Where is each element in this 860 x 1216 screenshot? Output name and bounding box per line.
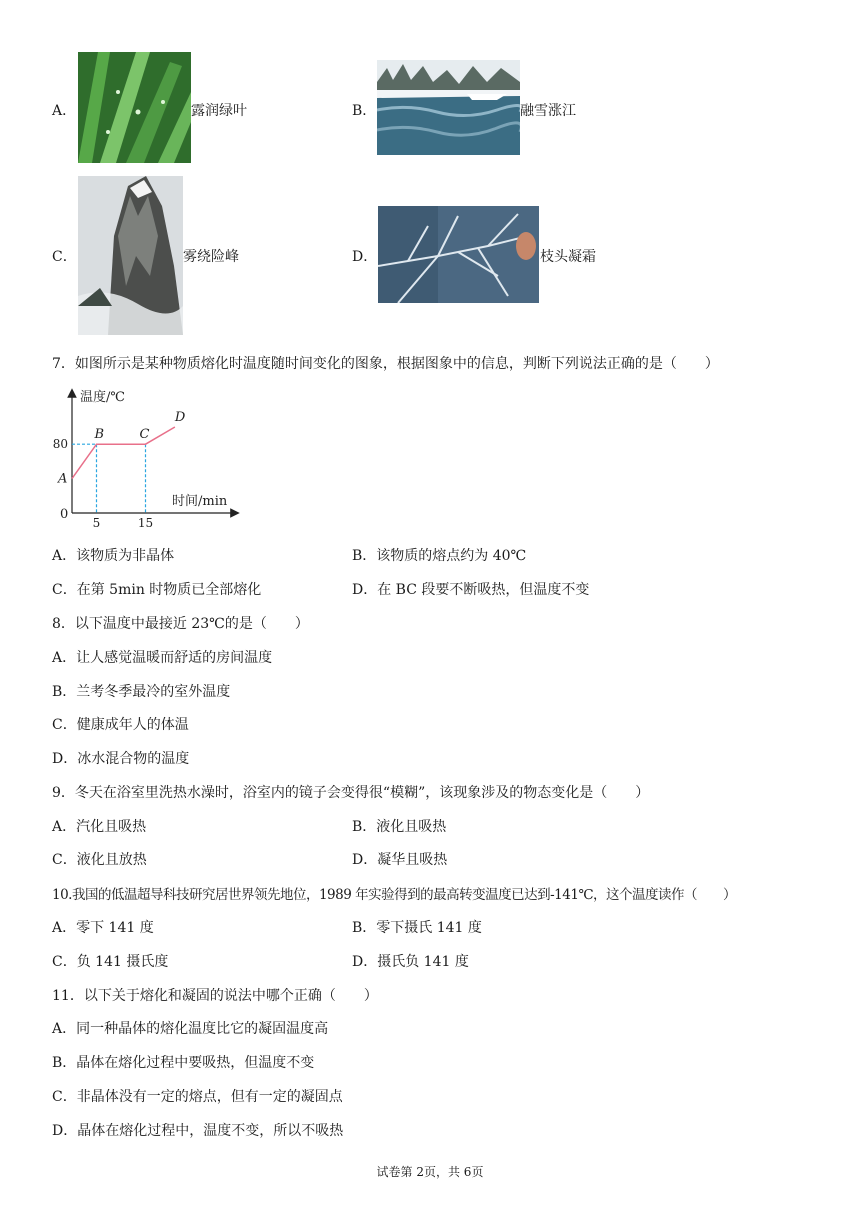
- q11-stem: 11．以下关于熔化和凝固的说法中哪个正确（ ）: [52, 988, 378, 1004]
- q7-stem: 7．如图所示是某种物质熔化时温度随时间变化的图象，根据图象中的信息，判断下列说法正确的是（ ）: [52, 356, 719, 372]
- y-tick-label-80: 80: [52, 437, 68, 452]
- point-label-b: B: [94, 427, 105, 443]
- option-b-letter: B．: [352, 103, 377, 119]
- series-line: [72, 427, 175, 479]
- q10-option-b: B．零下摄氏 141 度: [352, 920, 482, 936]
- frost-branch-photo: [378, 206, 539, 303]
- q7-option-d: D．在 BC 段要不断吸热，但温度不变: [352, 582, 590, 598]
- q8-stem: 8．以下温度中最接近 23℃的是（ ）: [52, 616, 309, 632]
- x-tick-label-15: 15: [137, 516, 154, 530]
- option-b-caption: 融雪涨江: [520, 103, 576, 119]
- option-d-letter: D．: [352, 249, 378, 265]
- q11-option-c: C．非晶体没有一定的熔点，但有一定的凝固点: [52, 1089, 343, 1105]
- q7-option-b: B．该物质的熔点约为 40℃: [352, 548, 527, 564]
- q7-option-a: A．该物质为非晶体: [52, 548, 175, 564]
- point-label-c: C: [139, 427, 150, 443]
- q9-stem: 9．冬天在浴室里洗热水澡时，浴室内的镜子会变得很“模糊”，该现象涉及的物态变化是（ ）: [52, 785, 650, 801]
- option-c-letter: C．: [52, 249, 77, 265]
- chart-svg: [50, 385, 240, 530]
- point-label-d: D: [174, 410, 186, 425]
- origin-label: 0: [60, 507, 69, 522]
- q9-option-d: D．凝华且吸热: [352, 852, 448, 868]
- q10-option-a: A．零下 141 度: [52, 920, 154, 936]
- q9-option-b: B．液化且吸热: [352, 819, 447, 835]
- page-footer: 试卷第 2页，共 6页: [376, 1165, 484, 1179]
- option-d-caption: 枝头凝霜: [540, 249, 596, 265]
- q10-stem: 10.我国的低温超导科技研究居世界领先地位，1989 年实验得到的最高转变温度已达到-141℃，这个温度读作（ ）: [52, 887, 737, 903]
- dew-leaf-photo: [78, 52, 191, 163]
- point-label-a: A: [58, 471, 68, 487]
- q11-option-b: B．晶体在熔化过程中要吸热，但温度不变: [52, 1055, 315, 1071]
- q7-option-c: C．在第 5min 时物质已全部熔化: [52, 582, 262, 598]
- q9-option-a: A．汽化且吸热: [52, 819, 147, 835]
- option-a-letter: A．: [52, 103, 77, 119]
- q9-option-c: C．液化且放热: [52, 852, 147, 868]
- option-a-caption: 露润绿叶: [191, 103, 247, 119]
- q8-option-a: A．让人感觉温暖而舒适的房间温度: [52, 650, 273, 666]
- mountain-photo: [78, 176, 183, 335]
- x-axis-label: 时间/min: [172, 494, 228, 509]
- x-tick-label-5: 5: [92, 516, 101, 530]
- q10-option-c: C．负 141 摄氏度: [52, 954, 169, 970]
- q10-option-d: D．摄氏负 141 度: [352, 954, 469, 970]
- q11-option-a: A．同一种晶体的熔化温度比它的凝固温度高: [52, 1021, 329, 1037]
- q8-option-d: D．冰水混合物的温度: [52, 751, 190, 767]
- option-c-caption: 雾绕险峰: [183, 249, 239, 265]
- temperature-time-chart: [50, 385, 240, 530]
- y-axis-label: 温度/℃: [80, 390, 125, 405]
- q8-option-b: B．兰考冬季最冷的室外温度: [52, 684, 231, 700]
- q11-option-d: D．晶体在熔化过程中，温度不变，所以不吸热: [52, 1123, 344, 1139]
- q8-option-c: C．健康成年人的体温: [52, 717, 189, 733]
- river-photo: [377, 60, 520, 155]
